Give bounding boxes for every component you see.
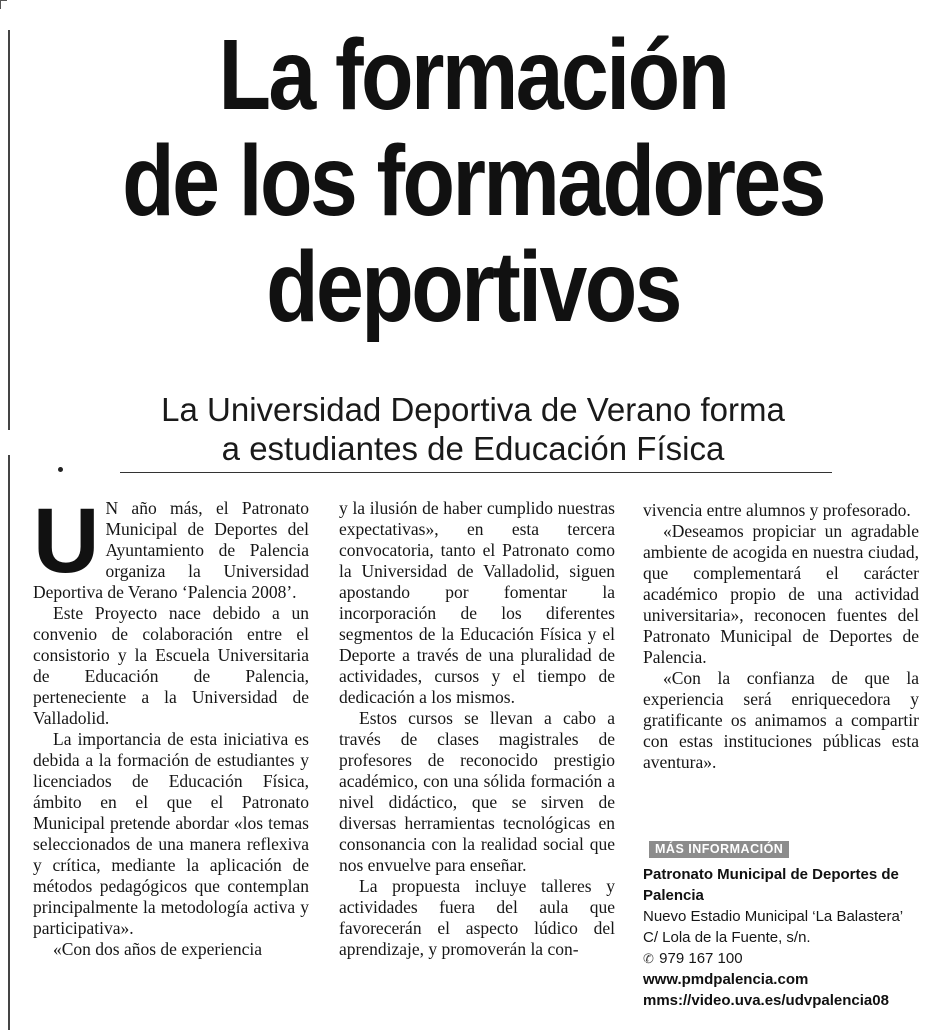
info-badge: MÁS INFORMACIÓN: [649, 841, 789, 858]
paragraph: «Con dos años de experiencia: [53, 939, 262, 959]
subtitle-rule: [120, 472, 832, 473]
paragraph: La propuesta incluye talleres y actividades fuera del aula que favorecerán el aspecto lúdico del aprendizaje, y promoverán la con-: [339, 876, 615, 959]
paragraph: vivencia entre alumnos y profesorado.: [643, 500, 911, 520]
headline: [101, 19, 846, 343]
bullet-mark: [58, 467, 63, 472]
info-organization: Patronato Municipal de Deportes de Palencia: [643, 866, 899, 904]
paragraph-text: N año más, el Patronato Municipal de Deportes del Ayuntamiento de Palencia organiza la Universidad Deportiva de Verano ‘Palencia 2008’.: [33, 498, 309, 602]
headline-line-2: de los formadores: [122, 125, 824, 237]
subtitle-line-1: La Universidad Deportiva de Verano forma: [161, 391, 785, 428]
paragraph: «Con la confianza de que la experiencia será enriquecedora y gratificante os animamos a compartir con estas instituciones públicas esta aventura».: [643, 668, 919, 772]
info-box: [643, 840, 923, 1011]
headline-line-3: deportivos: [266, 231, 680, 343]
paragraph: Este Proyecto nace debido a un convenio de colaboración entre el consistorio y la Escuela Universitaria de Educación de Palencia, perteneciente a la Universidad de Valladolid.: [33, 603, 309, 728]
info-phone-row: [643, 948, 923, 969]
subtitle: [60, 390, 886, 468]
paragraph: La importancia de esta iniciativa es debida a la formación de estudiantes y licenciados de Educación Física, ámbito en el que el Patronato Municipal pretende abordar «los temas seleccionados de una manera reflexiva y crítica, mediante la aplicación de métodos pedagógicos que contemplan principalmente la metodología activa y participativa».: [33, 729, 309, 938]
article-column-3: [643, 500, 919, 773]
scan-edge-corner: [0, 0, 7, 9]
paragraph: [33, 490, 309, 603]
scan-edge-line: [8, 455, 10, 1030]
headline-line-1: La formación: [218, 19, 728, 131]
scan-edge-line: [8, 30, 10, 430]
paragraph: y la ilusión de haber cumplido nuestras expectativas», en esta tercera convocatoria, tanto el Patronato como la Universidad de Valladolid, siguen apostando por fomentar la incorporación de los diferentes segmentos de la Educación Física y el Deporte a través de una pluralidad de actividades, cursos y el tiempo de dedicación a los mismos.: [339, 498, 615, 707]
info-website-link[interactable]: www.pmdpalencia.com: [643, 971, 809, 988]
info-address-2: C/ Lola de la Fuente, s/n.: [643, 929, 811, 946]
paragraph: «Deseamos propiciar un agradable ambiente de acogida en nuestra ciudad, que complementará el carácter académico propio de una actividad universitaria», reconocen fuentes del Patronato Municipal de Deportes de Palencia.: [643, 521, 919, 667]
phone-icon: ✆: [643, 951, 654, 966]
info-video-link[interactable]: mms://video.uva.es/udvpalencia08: [643, 992, 889, 1009]
article-column-1: [33, 490, 309, 960]
info-phone: 979 167 100: [659, 950, 743, 967]
drop-cap: U: [33, 490, 100, 592]
info-address-1: Nuevo Estadio Municipal ‘La Balastera’: [643, 908, 904, 925]
article-column-2: [339, 498, 615, 960]
paragraph: Estos cursos se llevan a cabo a través de clases magistrales de profesores de reconocido prestigio académico, con una sólida formación a nivel didáctico, que se sirven de diversas herramientas tecnológicas en consonancia con la realidad social que nos envuelve para enseñar.: [339, 708, 615, 875]
subtitle-line-2: a estudiantes de Educación Física: [221, 430, 725, 467]
